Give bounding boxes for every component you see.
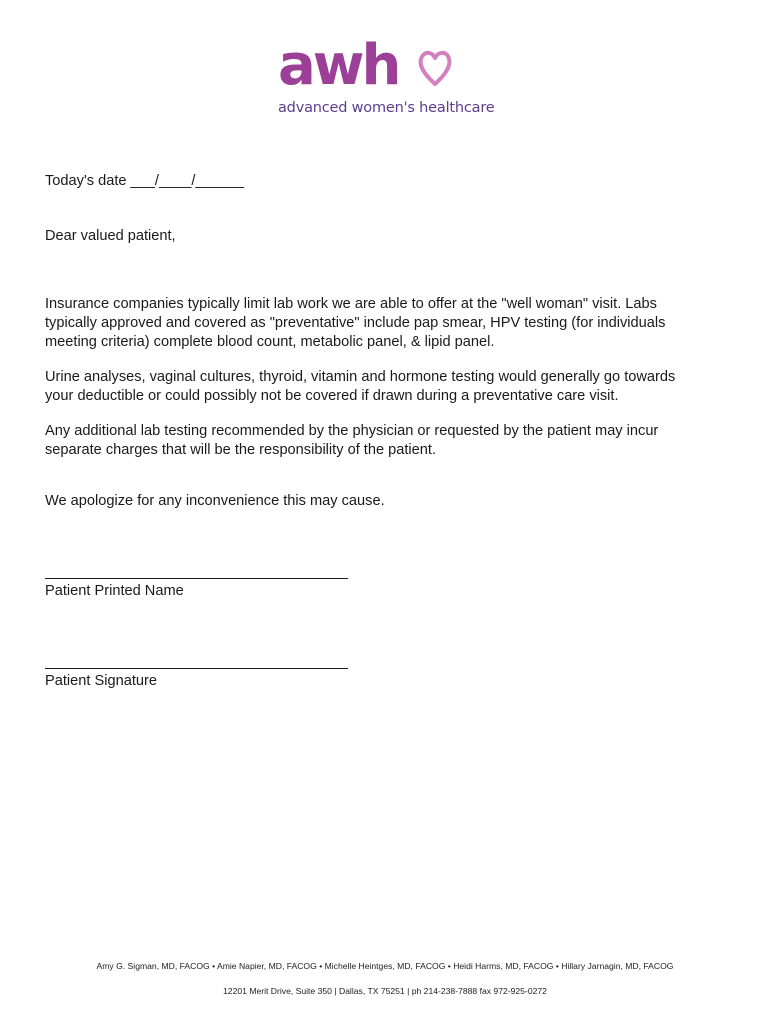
printed-name-label: Patient Printed Name [45,583,184,599]
logo-wordmark: awh [278,33,399,98]
greeting: Dear valued patient, [45,228,176,244]
printed-name-line [45,578,348,579]
footer-physicians: Amy G. Sigman, MD, FACOG • Amie Napier, MD, FACOG • Michelle Heintges, MD, FACOG • Heidi Harms, MD, FACOG • Hillary Jarnagin, MD, FACOG [96,961,674,971]
apology-line: We apologize for any inconvenience this may cause. [45,493,385,509]
clinic-logo [278,33,495,124]
paragraph-additional-charges: Any additional lab testing recommended by the physician or requested by the patient may incur separate charges that will be the responsibility of the patient. [45,423,659,458]
heart-icon [418,48,452,88]
paragraph-deductible: Urine analyses, vaginal cultures, thyroid, vitamin and hormone testing would generally go towards your deductible or could possibly not be covered if drawn during a preventative care visit. [45,369,676,404]
signature-line [45,668,348,669]
logo-tagline: advanced women's healthcare [278,100,495,116]
date-line: Today's date ___/____/______ [45,173,245,189]
signature-label: Patient Signature [45,673,157,689]
footer-address: 12201 Merit Drive, Suite 350 | Dallas, TX 75251 | ph 214-238-7888 fax 972-925-0272 [223,986,547,996]
paragraph-insurance: Insurance companies typically limit lab work we are able to offer at the "well woman" visit. Labs typically approved and covered as "preventative" include pap smear, HPV testing (for individuals meeting criteria) complete blood count, metabolic panel, & lipid panel. [45,296,666,350]
